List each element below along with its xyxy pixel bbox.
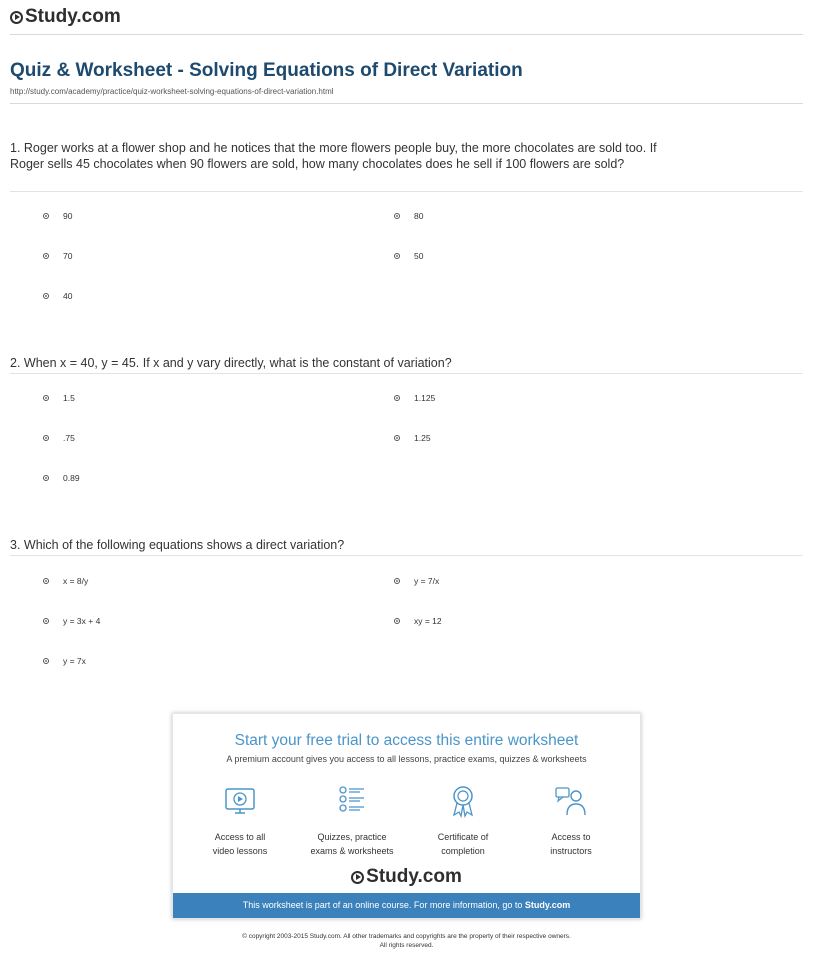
copyright-footer <box>0 932 813 950</box>
answer-option[interactable]: 70 <box>43 251 72 261</box>
promo-info-bar[interactable] <box>173 893 640 918</box>
radio-button-icon[interactable] <box>43 395 49 401</box>
play-circle-icon <box>351 871 364 884</box>
answer-option[interactable]: 90 <box>43 211 72 221</box>
question-3-text: 3. Which of the following equations shows a direct variation? <box>10 538 345 552</box>
promo-bar-text: This worksheet is part of an online course. For more information, go to <box>242 900 525 910</box>
quiz-list-icon <box>335 784 369 818</box>
logo-text: Study.com <box>25 6 121 27</box>
question-3-divider <box>10 555 803 556</box>
radio-button-icon[interactable] <box>394 213 400 219</box>
question-2-text: 2. When x = 40, y = 45. If x and y vary directly, what is the constant of variation? <box>10 356 452 370</box>
copyright-line1: © copyright 2003-2015 Study.com. All other trademarks and copyrights are the property of their respective owners. <box>242 933 571 940</box>
answer-option[interactable]: xy = 12 <box>394 616 442 626</box>
question-2-divider <box>10 373 803 374</box>
answer-option[interactable]: 40 <box>43 291 72 301</box>
radio-button-icon[interactable] <box>43 618 49 624</box>
instructor-icon <box>554 784 588 818</box>
page-url: http://study.com/academy/practice/quiz-worksheet-solving-equations-of-direct-variation.html <box>10 87 334 96</box>
radio-button-icon[interactable] <box>43 213 49 219</box>
radio-button-icon[interactable] <box>394 395 400 401</box>
feature-line2: completion <box>441 846 485 856</box>
copyright-line2: All rights reserved. <box>379 942 434 949</box>
promo-title[interactable]: Start your free trial to access this entire worksheet <box>234 732 579 749</box>
answer-option[interactable]: .75 <box>43 433 75 443</box>
feature-certificate <box>408 784 518 858</box>
radio-button-icon[interactable] <box>43 658 49 664</box>
feature-line1: Certificate of <box>437 832 489 842</box>
promo-study-logo[interactable] <box>173 866 640 888</box>
header-divider <box>10 34 803 35</box>
feature-quizzes <box>297 784 407 858</box>
answer-option[interactable]: 1.125 <box>394 393 435 403</box>
answer-option[interactable]: y = 3x + 4 <box>43 616 100 626</box>
radio-button-icon[interactable] <box>394 618 400 624</box>
answer-option[interactable]: y = 7x <box>43 656 86 666</box>
answer-option[interactable]: y = 7/x <box>394 576 439 586</box>
question-1-text: 1. Roger works at a flower shop and he notices that the more flowers people buy, the more chocolates are sold too. If Roger sells 45 chocolates when 90 flowers are sold, how many chocolates does he sell if 100 flowers are sold? <box>10 141 657 171</box>
radio-button-icon[interactable] <box>394 578 400 584</box>
title-divider <box>10 103 803 104</box>
logo-text: Study.com <box>366 866 462 887</box>
feature-line2: video lessons <box>212 846 268 856</box>
feature-line1: Quizzes, practice <box>317 832 387 842</box>
radio-button-icon[interactable] <box>43 475 49 481</box>
answer-option[interactable]: 80 <box>394 211 423 221</box>
radio-button-icon[interactable] <box>394 435 400 441</box>
answer-option[interactable]: 1.5 <box>43 393 75 403</box>
answer-option[interactable]: x = 8/y <box>43 576 88 586</box>
feature-line2: exams & worksheets <box>310 846 394 856</box>
study-logo[interactable] <box>10 6 121 28</box>
promo-bar-link[interactable]: Study.com <box>524 900 571 910</box>
answer-option[interactable]: 1.25 <box>394 433 431 443</box>
feature-instructors <box>516 784 626 858</box>
promo-subtitle: A premium account gives you access to all lessons, practice exams, quizzes & worksheets <box>226 754 587 764</box>
radio-button-icon[interactable] <box>43 435 49 441</box>
page-title: Quiz & Worksheet - Solving Equations of Direct Variation <box>10 60 523 81</box>
radio-button-icon[interactable] <box>43 578 49 584</box>
free-trial-promo[interactable] <box>172 713 641 919</box>
feature-line2: instructors <box>550 846 592 856</box>
answer-option[interactable]: 50 <box>394 251 423 261</box>
video-lesson-icon <box>223 784 257 818</box>
certificate-icon <box>446 784 480 818</box>
play-circle-icon <box>10 11 23 24</box>
feature-video-lessons <box>185 784 295 858</box>
answer-option[interactable]: 0.89 <box>43 473 80 483</box>
radio-button-icon[interactable] <box>43 253 49 259</box>
radio-button-icon[interactable] <box>43 293 49 299</box>
question-1-divider <box>10 191 803 192</box>
feature-line1: Access to <box>551 832 591 842</box>
feature-line1: Access to all <box>214 832 266 842</box>
radio-button-icon[interactable] <box>394 253 400 259</box>
